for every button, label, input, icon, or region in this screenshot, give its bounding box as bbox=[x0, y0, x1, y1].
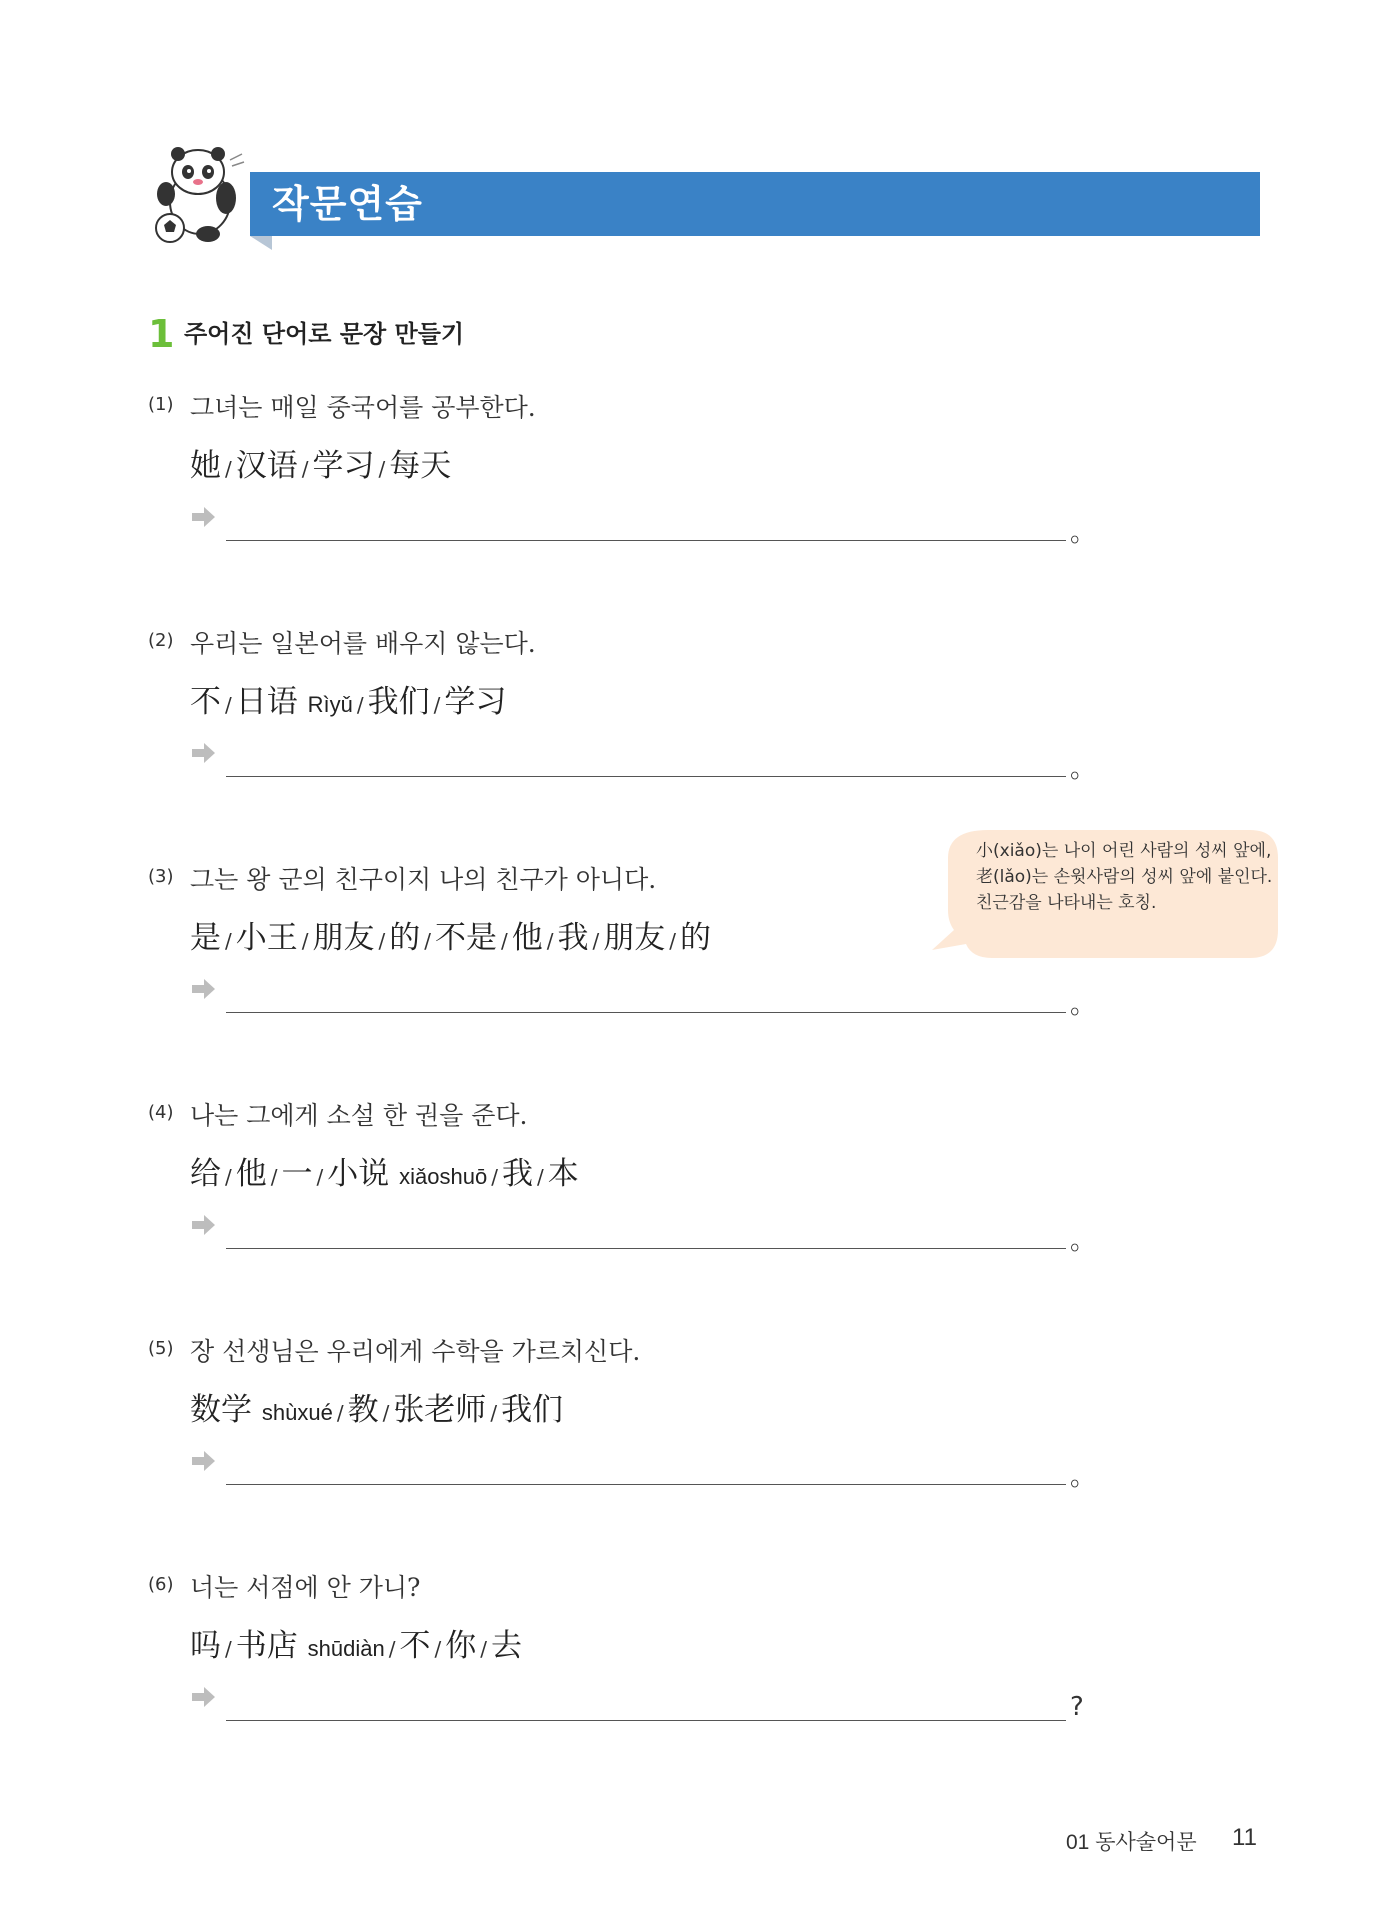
word-chip: 不 bbox=[399, 1628, 431, 1664]
answer-arrow-icon bbox=[190, 506, 216, 528]
answer-line[interactable] bbox=[226, 1720, 1066, 1721]
word-chip: 吗 bbox=[190, 1628, 221, 1664]
word-chip: 小说 bbox=[327, 1156, 390, 1192]
question-korean: 그는 왕 군의 친구이지 나의 친구가 아니다. bbox=[190, 865, 657, 894]
page-number: 11 bbox=[1232, 1824, 1257, 1851]
answer-line[interactable] bbox=[226, 1012, 1066, 1013]
word-chip: 学习 bbox=[444, 684, 507, 720]
word-separator: / bbox=[270, 1165, 278, 1189]
word-separator: / bbox=[592, 929, 600, 953]
word-separator: / bbox=[316, 1165, 324, 1189]
word-chip: 学习 bbox=[312, 448, 375, 484]
question-item bbox=[148, 388, 1108, 608]
question-number: (6) bbox=[148, 1574, 174, 1595]
sentence-end-mark: 。 bbox=[1070, 990, 1097, 1020]
word-separator: / bbox=[433, 693, 441, 717]
word-separator: / bbox=[336, 1401, 344, 1425]
tip-text: 小(xiǎo)는 나이 어린 사람의 성씨 앞에, 老(lǎo)는 손윗사람의 성씨 앞에 붙인다. 친근감을 나타내는 호칭. bbox=[976, 841, 1273, 913]
answer-line[interactable] bbox=[226, 1484, 1066, 1485]
word-separator: / bbox=[434, 1637, 442, 1661]
word-chip: 每天 bbox=[389, 448, 452, 484]
word-chip: 你 bbox=[445, 1628, 477, 1664]
panda-soccer-icon bbox=[148, 140, 248, 250]
answer-arrow-icon bbox=[190, 1214, 216, 1236]
word-chip: 我们 bbox=[501, 1392, 564, 1428]
word-separator: / bbox=[378, 929, 386, 953]
word-bank bbox=[190, 1148, 579, 1193]
word-separator: / bbox=[501, 929, 508, 953]
word-chip: 的 bbox=[389, 920, 421, 956]
word-chip: 书店 bbox=[235, 1628, 298, 1664]
question-korean: 너는 서점에 안 가니? bbox=[190, 1573, 421, 1602]
footer-section-title: 01 동사술어문 bbox=[1066, 1831, 1197, 1854]
question-item bbox=[148, 1568, 1108, 1788]
word-separator: / bbox=[301, 457, 309, 481]
word-separator: / bbox=[480, 1637, 487, 1661]
answer-arrow-icon bbox=[190, 1450, 216, 1472]
question-korean: 그녀는 매일 중국어를 공부한다. bbox=[190, 393, 536, 422]
word-chip: 他 bbox=[235, 1156, 267, 1192]
question-number: (5) bbox=[148, 1338, 174, 1359]
question-korean: 나는 그에게 소설 한 권을 준다. bbox=[190, 1101, 528, 1130]
answer-line[interactable] bbox=[226, 1248, 1066, 1249]
word-separator: / bbox=[388, 1637, 396, 1661]
word-bank bbox=[190, 676, 506, 721]
question-item bbox=[148, 624, 1108, 844]
sentence-end-mark: ? bbox=[1070, 1692, 1084, 1722]
sentence-end-mark: 。 bbox=[1070, 1462, 1097, 1492]
word-chip: 我 bbox=[501, 1156, 533, 1192]
word-separator: / bbox=[382, 1401, 390, 1425]
word-bank bbox=[190, 912, 711, 957]
word-pinyin: shūdiàn bbox=[307, 1636, 385, 1661]
word-separator: / bbox=[356, 693, 364, 717]
word-bank bbox=[190, 1384, 563, 1429]
word-chip: 不 bbox=[190, 684, 221, 720]
banner-fold bbox=[250, 236, 272, 250]
answer-line[interactable] bbox=[226, 776, 1066, 777]
word-separator: / bbox=[491, 1165, 498, 1189]
word-bank bbox=[190, 1620, 522, 1665]
word-separator: / bbox=[424, 929, 431, 953]
sentence-end-mark: 。 bbox=[1070, 1226, 1097, 1256]
word-chip: 我们 bbox=[367, 684, 430, 720]
word-separator: / bbox=[490, 1401, 498, 1425]
word-separator: / bbox=[225, 693, 232, 717]
word-pinyin: xiǎoshuō bbox=[399, 1164, 488, 1189]
answer-arrow-icon bbox=[190, 1686, 216, 1708]
word-pinyin: Rìyǔ bbox=[307, 692, 353, 717]
word-separator: / bbox=[225, 457, 232, 481]
question-number: (1) bbox=[148, 394, 174, 415]
word-bank bbox=[190, 440, 451, 485]
word-chip: 本 bbox=[547, 1156, 579, 1192]
word-chip: 数学 bbox=[190, 1392, 252, 1428]
word-chip: 的 bbox=[680, 920, 711, 956]
sentence-end-mark: 。 bbox=[1070, 518, 1097, 548]
question-number: (4) bbox=[148, 1102, 174, 1123]
sentence-end-mark: 。 bbox=[1070, 754, 1097, 784]
word-chip: 一 bbox=[281, 1156, 313, 1192]
word-separator: / bbox=[225, 929, 232, 953]
word-chip: 汉语 bbox=[235, 448, 298, 484]
word-chip: 日语 bbox=[235, 684, 298, 720]
word-separator: / bbox=[536, 1165, 544, 1189]
word-separator: / bbox=[669, 929, 676, 953]
answer-line[interactable] bbox=[226, 540, 1066, 541]
word-chip: 是 bbox=[190, 920, 221, 956]
answer-arrow-icon bbox=[190, 978, 216, 1000]
question-item bbox=[148, 1096, 1108, 1316]
page-title: 작문연습 bbox=[272, 182, 423, 226]
word-separator: / bbox=[546, 929, 554, 953]
word-chip: 教 bbox=[347, 1392, 379, 1428]
section-number: 1 bbox=[148, 312, 175, 356]
question-number: (2) bbox=[148, 630, 174, 651]
word-separator: / bbox=[301, 929, 309, 953]
question-item bbox=[148, 1332, 1108, 1552]
answer-arrow-icon bbox=[190, 742, 216, 764]
word-chip: 给 bbox=[190, 1156, 221, 1192]
word-chip: 小王 bbox=[235, 920, 298, 956]
word-separator: / bbox=[378, 457, 386, 481]
word-chip: 他 bbox=[511, 920, 543, 956]
question-korean: 우리는 일본어를 배우지 않는다. bbox=[190, 629, 536, 658]
word-chip: 朋友 bbox=[603, 920, 666, 956]
word-chip: 去 bbox=[490, 1628, 522, 1664]
word-chip: 她 bbox=[190, 448, 221, 484]
section-title: 주어진 단어로 문장 만들기 bbox=[184, 320, 465, 348]
word-chip: 张老师 bbox=[393, 1392, 487, 1428]
word-chip: 我 bbox=[557, 920, 589, 956]
word-chip: 不是 bbox=[435, 920, 497, 956]
word-chip: 朋友 bbox=[312, 920, 375, 956]
question-korean: 장 선생님은 우리에게 수학을 가르치신다. bbox=[190, 1337, 641, 1366]
question-number: (3) bbox=[148, 866, 174, 887]
word-separator: / bbox=[225, 1637, 232, 1661]
word-pinyin: shùxué bbox=[261, 1400, 333, 1425]
word-separator: / bbox=[225, 1165, 232, 1189]
